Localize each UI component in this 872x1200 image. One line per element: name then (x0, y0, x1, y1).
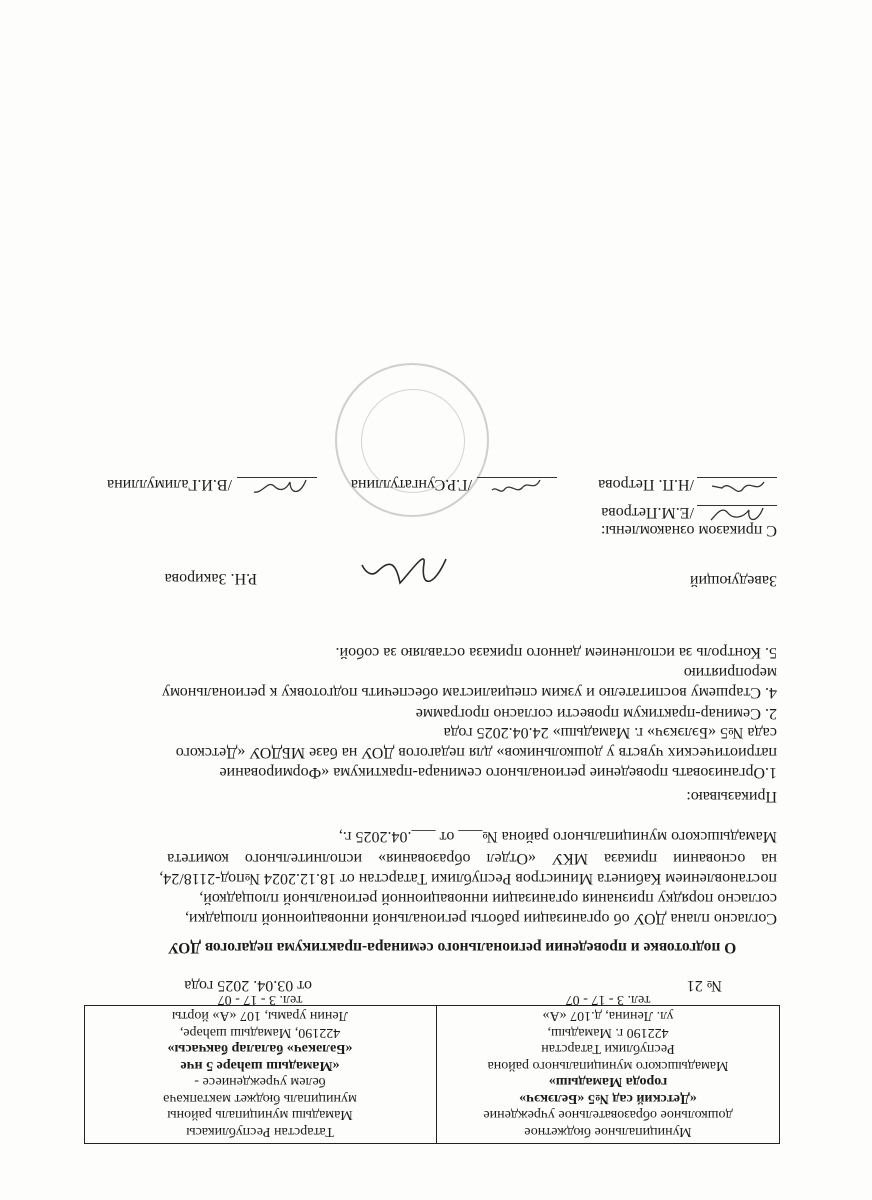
letterhead-line: «Мамадыш шәһәре 5 нче (180, 1058, 340, 1073)
order-item-4-line: мероприятию (683, 664, 777, 681)
signee-signature (708, 472, 768, 500)
preamble-line: согласно порядку признания организации инновационной региональной площадкой, (199, 890, 777, 907)
head-signature (357, 543, 452, 593)
preamble-line: Согласно плана ДОУ об организации работы региональной инновационной площадки, (184, 910, 777, 927)
signee-name: /В.И.Галимуллина (107, 476, 232, 493)
letterhead-line: 422190 г. Мамадыш, (547, 1025, 669, 1040)
letterhead-line: ул. Ленина, д.107 «А» (542, 1008, 674, 1024)
signee-name: /Н.П. Петрова (598, 476, 694, 493)
letterhead-line: Республики Татарстан (541, 1041, 675, 1057)
letterhead-line: дошкольное образовательное учреждение (483, 1107, 733, 1123)
letterhead-divider (436, 1006, 437, 1143)
order-item-2: 2. Семинар-практикум провести согласно программе (415, 705, 777, 722)
signee-signature (250, 472, 310, 502)
preamble-line: на основании приказа МКУ «Отдел образования» исполнительного комитета (167, 850, 777, 867)
letterhead-line: города Мамадыш» (548, 1074, 668, 1090)
letterhead-line: муниципаль бюджет мәктәпкәчә (163, 1091, 357, 1106)
letterhead-line: тел. 3 - 17 - 07 (217, 992, 303, 1007)
letterhead-box (84, 992, 780, 1144)
order-item-1-line: сада №5 «Бэлэкэч» г. Мамадыш» 24.04.2025 года (443, 724, 777, 741)
order-number: № 21 (686, 977, 722, 994)
preamble-line: постановлением Кабинета Министров Республики Татарстан от 18.12.2024 №под-2118/24, (159, 870, 777, 887)
letterhead-line: Мамадыш муниципаль районы (167, 1107, 353, 1123)
order-date: от 03.04. 2025 года (184, 977, 312, 994)
letterhead-line: «Бәләкәч» балалар бакчасы» (167, 1041, 353, 1057)
signee-name: /Г.Р.Сунгатуллина (350, 476, 472, 493)
letterhead-line: Мамадышского муниципального района (487, 1058, 729, 1073)
command-word: Приказываю: (686, 788, 777, 805)
order-item-4-line: 4. Старшему воспитателю и узким специалистам обеспечить подготовку к региональному (161, 684, 777, 701)
head-name: Р.Н. Закирова (164, 570, 257, 587)
signee-signature (707, 500, 767, 528)
letterhead-line: Татарстан Республикасы (186, 1124, 334, 1139)
letterhead-line: «Детский сад №5 «Белэкэч» (519, 1091, 697, 1106)
preamble-line: Мамадышского муниципального района №___ от ___.04.2025 г., (338, 828, 777, 845)
letterhead-russian (437, 991, 779, 1140)
letterhead-line: тел. 3 - 17 - 07 (565, 992, 651, 1007)
order-title: О подготовке и проведении регионального семинара-практикума педагогов ДОУ (167, 939, 737, 956)
order-item-1-line: 1.Организовать проведение регионального семинара-практикума «Формирование (219, 764, 777, 781)
head-title: Заведующий (689, 572, 777, 589)
order-item-5: 5. Контроль за исполнением данного приказа оставляю за собой. (335, 644, 777, 661)
letterhead-line: Муниципальное бюджетное (524, 1124, 692, 1139)
letterhead-line: 422190, Мамадыш шәһәре, (179, 1025, 341, 1040)
letterhead-tatar (84, 991, 436, 1140)
signee-name: /Е.М.Петрова (601, 504, 694, 521)
letterhead-line: Ленин урамы, 107 «А» йорты (172, 1008, 349, 1024)
letterhead-line: белем учреждениесе - (194, 1074, 326, 1090)
signee-signature (489, 472, 544, 500)
order-item-1-line: патриотических чувств у дошкольников» для педагогов ДОУ на базе МБДОУ «Детского (175, 744, 777, 761)
acquaintance-label: С приказом ознакомлены: (600, 522, 777, 539)
